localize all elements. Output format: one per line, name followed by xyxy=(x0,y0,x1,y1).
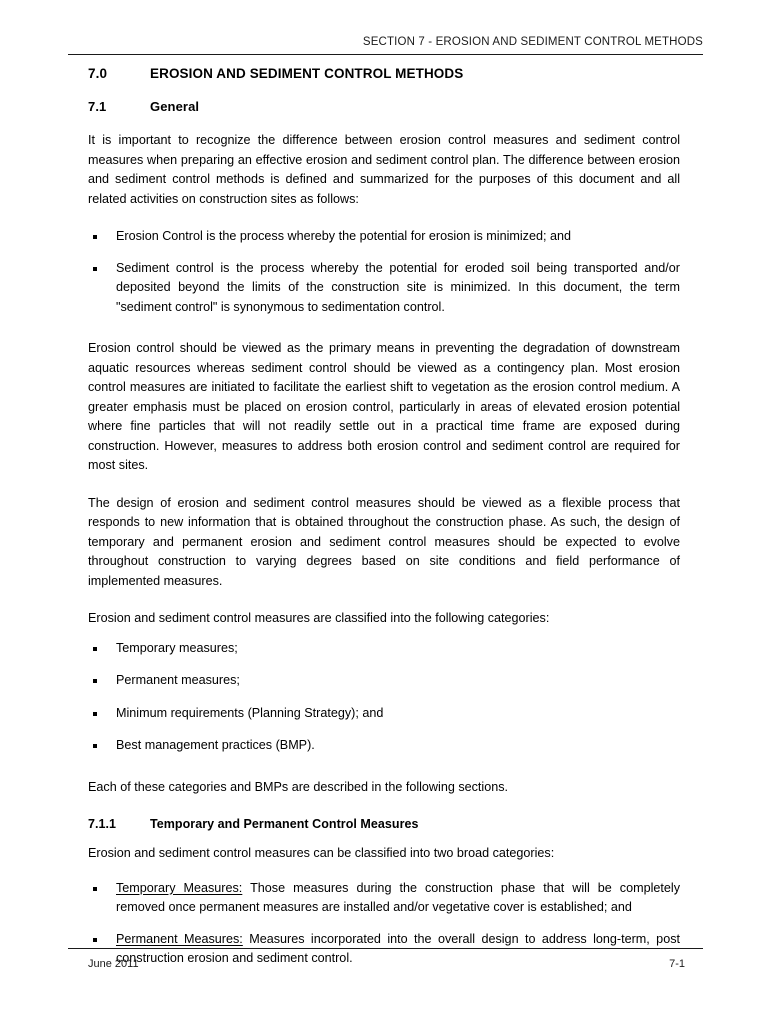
heading-7-1-number: 7.1 xyxy=(88,99,107,114)
list-item-term: Temporary Measures: xyxy=(116,880,243,895)
square-bullet-icon xyxy=(93,647,97,651)
heading-7-1-1-number: 7.1.1 xyxy=(88,817,117,831)
square-bullet-icon xyxy=(93,267,97,271)
list-item-text: Minimum requirements (Planning Strategy); and xyxy=(116,705,384,720)
footer-content xyxy=(68,958,703,970)
paragraph-categories-lead: Erosion and sediment control measures are classified into the following categories: xyxy=(88,611,550,625)
paragraph-design-process: The design of erosion and sediment control measures should be viewed as a flexible process that responds to new information that is obtained throughout the construction phase. As such, the design of temporary and permanent erosion and sediment control measures should be expected to evolve throughout construction to varying degrees based on site conditions and field performance of implemented measures. xyxy=(88,495,680,588)
list-item-text: Erosion Control is the process whereby the potential for erosion is minimized; and xyxy=(116,229,571,243)
paragraph-broad-categories-lead: Erosion and sediment control measures can be classified into two broad categories: xyxy=(88,846,555,860)
list-item xyxy=(88,259,680,318)
list-item xyxy=(88,736,680,756)
list-item-text: Permanent measures; xyxy=(116,673,240,687)
definition-bullet-list xyxy=(88,227,680,317)
page-footer xyxy=(68,948,703,970)
footer-divider xyxy=(68,948,703,949)
header-divider xyxy=(68,54,703,55)
heading-7-0-number: 7.0 xyxy=(88,66,108,81)
list-item-text: Best management practices (BMP). xyxy=(116,738,315,752)
list-item-text: Measures incorporated into the overall design to address long-term, post construction erosion and sediment control. xyxy=(116,931,680,965)
list-item-term: Permanent Measures: xyxy=(116,931,243,946)
footer-page-number: 7-1 xyxy=(669,958,685,970)
heading-7-1 xyxy=(88,99,680,114)
category-bullet-list xyxy=(88,639,680,756)
list-item xyxy=(88,704,680,724)
list-item xyxy=(88,227,680,247)
square-bullet-icon xyxy=(93,712,97,716)
heading-7-1-title: General xyxy=(150,99,200,114)
paragraph-general-intro: It is important to recognize the difference between erosion control measures and sediment control measures when preparing an effective erosion and sediment control plan. The difference between erosion and sediment control methods is defined and summarized for the purposes of this document and all related activities on construction sites as follows: xyxy=(88,133,680,206)
square-bullet-icon xyxy=(93,679,97,683)
list-item xyxy=(88,879,680,918)
heading-7-1-1 xyxy=(88,817,680,831)
running-header-title: SECTION 7 - EROSION AND SEDIMENT CONTROL METHODS xyxy=(362,36,703,48)
paragraph-categories-closing: Each of these categories and BMPs are described in the following sections. xyxy=(88,779,509,794)
heading-7-0-title: EROSION AND SEDIMENT CONTROL METHODS xyxy=(150,66,464,81)
list-item-text: Sediment control is the process whereby the potential for eroded soil being transported and/or deposited beyond the limits of the construction site is minimized. In this document, the term "sediment control" is synonymous to sedimentation control. xyxy=(116,260,680,314)
heading-7-0 xyxy=(88,66,680,81)
square-bullet-icon xyxy=(93,744,97,748)
list-item-text: Those measures during the construction phase that will be completely removed once permanent measures are installed and/or vegetative cover is established; and xyxy=(116,880,680,914)
document-body xyxy=(88,66,680,982)
list-item xyxy=(88,639,680,659)
square-bullet-icon xyxy=(93,887,97,891)
list-item-text: Temporary measures; xyxy=(116,640,238,655)
square-bullet-icon xyxy=(93,235,97,239)
paragraph-erosion-control: Erosion control should be viewed as the primary means in preventing the degradation of downstream aquatic resources whereas sediment control should be viewed as a contingency plan. Most erosion control measures are initiated to facilitate the earliest shift to vegetation as the erosion control medium. A greater emphasis must be placed on erosion control, particularly in areas of elevated erosion potential where fine particles that will not readily settle out in a practical time frame are exposed during construction. However, measures to address both erosion control and sediment control are required for most sites. xyxy=(88,341,680,472)
footer-date: June 2011 xyxy=(88,958,139,970)
page-header xyxy=(68,36,703,55)
heading-7-1-1-title: Temporary and Permanent Control Measures xyxy=(150,817,419,831)
list-item xyxy=(88,671,680,691)
square-bullet-icon xyxy=(93,938,97,942)
